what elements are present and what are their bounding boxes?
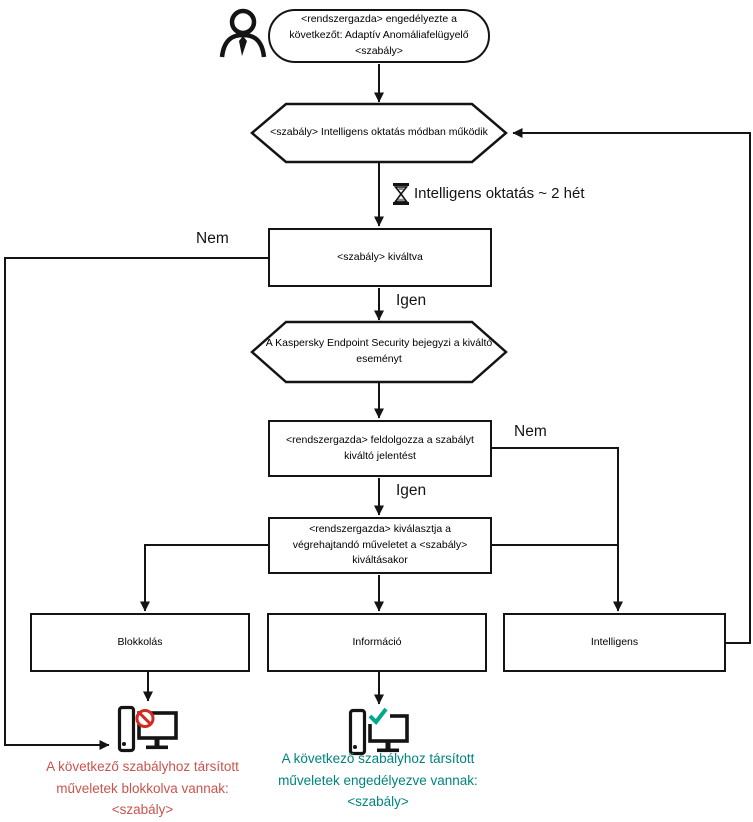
outcome-allowed-line: műveletek engedélyezve vannak: [278, 772, 478, 788]
allowed-computer-icon [351, 708, 408, 754]
training-mode-label [252, 104, 506, 162]
outcome-blocked-line: A következő szabályhoz társított [46, 759, 239, 774]
block-action-label: Blokkolás [117, 635, 163, 648]
yes-label-rule-triggered: Igen [396, 292, 427, 309]
inform-action-node [267, 613, 487, 672]
smart-action-node [503, 613, 726, 672]
rule-triggered-text: <szabály> kiváltva [337, 250, 423, 263]
outcome-blocked-text [20, 756, 265, 821]
no-label-rule-triggered: Nem [196, 230, 229, 247]
outcome-blocked-line: <szabály> [111, 802, 174, 817]
blocked-computer-icon [120, 708, 177, 751]
edge-report-no [492, 448, 618, 611]
person-icon [222, 11, 264, 57]
rule-triggered-node [268, 228, 492, 287]
yes-label-report: Igen [396, 482, 427, 499]
edge-smart-feedback [513, 133, 750, 643]
event-logged-label [252, 322, 506, 382]
outcome-blocked-line: műveletek blokkolva vannak: [56, 780, 229, 796]
action-selected-line: kiváltásakor [352, 554, 408, 567]
training-note: Intelligens oktatás ~ 2 hét [414, 185, 585, 202]
smart-action-label: Intelligens [590, 635, 639, 648]
no-label-report: Nem [514, 423, 547, 440]
action-selected-line: végrehajtandó műveletet a <szabály> [292, 538, 468, 551]
outcome-allowed-line: A következő szabályhoz társított [281, 751, 475, 766]
event-logged-line: A Kaspersky Endpoint Security bejegyzi a kiváltó [265, 337, 493, 350]
block-action-node [30, 613, 250, 672]
event-logged-line: eseményt [356, 353, 402, 365]
training-mode-text: <szabály> Intelligens oktatás módban működik [270, 126, 488, 139]
report-processed-line: <rendszergazda> feldolgozza a szabályt [286, 433, 474, 446]
outcome-allowed-line: <szabály> [347, 794, 409, 809]
start-node-line: következőt: Adaptív Anomáliafelügyelő [289, 29, 469, 42]
check-icon [368, 708, 390, 724]
action-selected-node [268, 517, 492, 574]
outcome-allowed-text [253, 748, 503, 813]
report-processed-node [268, 420, 492, 477]
action-selected-line: <rendszergazda> kiválasztja a [309, 522, 451, 535]
report-processed-line: kiváltó jelentést [344, 449, 416, 462]
start-node-line: <rendszergazda> engedélyezte a [301, 13, 457, 26]
edge-select-to-block [145, 545, 268, 611]
hourglass-icon [393, 185, 409, 204]
start-node [268, 9, 490, 63]
inform-action-label: Információ [352, 635, 402, 648]
prohibition-icon [137, 711, 153, 727]
start-node-line: <szabály> [355, 44, 403, 57]
